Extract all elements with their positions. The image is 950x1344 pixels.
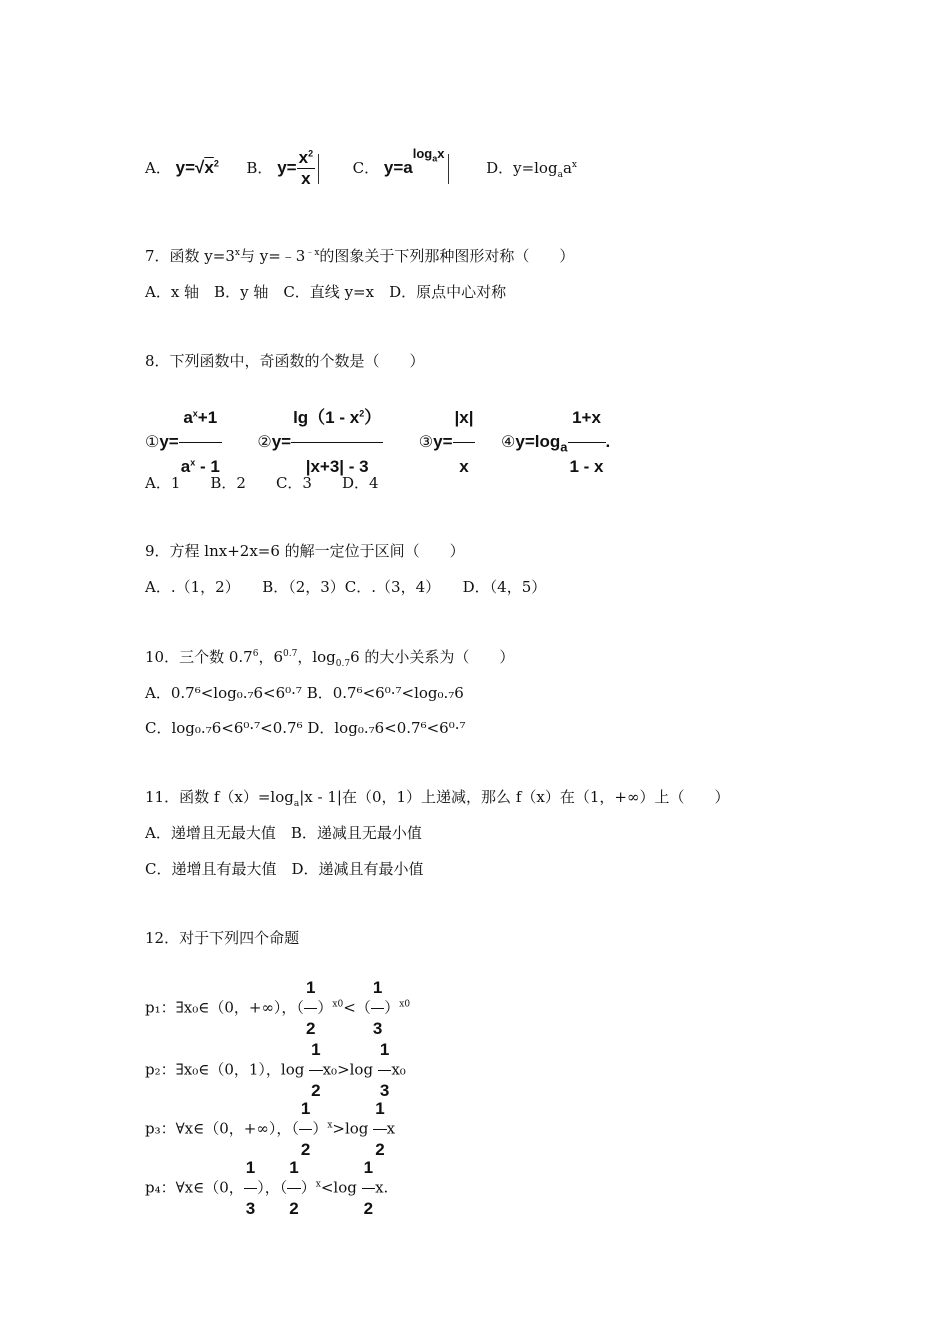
q10-options-cd: C．log₀.₇6<6⁰·⁷<0.7⁶ D．log₀.₇6<0.7⁶<6⁰·⁷ <box>145 719 466 737</box>
q6-a-formula: $y=√x^2$ <box>175 157 219 177</box>
q6-d-formula: D．$y=\log_aa^x$ <box>486 158 577 180</box>
q8-options: A．1 B．2 C．3 D．4 <box>145 474 379 492</box>
q11-options-cd: C．递增且有最大值 D．递减且有最小值 <box>145 860 424 878</box>
q8-f1: y= $\frac{a^x+1}{a^x - 1}$ <box>159 432 221 451</box>
q11-stem: 11．函数 $f(x)=\log_a|x - 1|$在（0，1）上递减，那么 f（x）在（1，+∞）上（ ） <box>145 788 730 809</box>
q8-stem: 8．下列函数中，奇函数的个数是（ ） <box>145 352 425 370</box>
q10-options-ab: A．0.7⁶<log₀.₇6<6⁰·⁷ B．0.7⁶<6⁰·⁷<log₀.₇6 <box>145 684 464 702</box>
q8-functions: ①y= $\frac{a^x+1}{a^x - 1}$ ②y= $\frac{\lg(1 - x^2)}{|x+3| - 3}$ ③y= $\frac{|x|}{x}$ $④y=\log_a$ $\frac{1+x}{1 - x}$ . <box>145 394 610 491</box>
q7-options: A．x 轴 B．y 轴 C．直线 y=x D．原点中心对称 <box>145 283 507 301</box>
q12-p4: p₄：∀x∈（0， $\frac{1}{3}$ ），（ $\frac{1}{2}$ ）$^x$<log $\frac{1}{2}$ x. <box>145 1148 388 1229</box>
q9-stem: 9．方程 lnx+2x=6 的解一定位于区间（ ） <box>145 542 465 560</box>
q10-stem: 10．三个数 $0.7^6$，$6^{0.7}$，$\log_{0.7}6$ 的大小关系为（ ） <box>145 648 515 669</box>
q6-b-formula: y= $\frac{x^2}{x}$ <box>277 158 319 177</box>
q8-f2: y= $\frac{\lg(1 - x^2)}{|x+3| - 3}$ <box>272 432 384 451</box>
q9-options: A．.（1，2） B．（2，3）C．.（3，4） D．（4，5） <box>145 578 547 596</box>
q8-f3: y= $\frac{|x|}{x}$ <box>433 432 475 451</box>
q8-f4: $y=\log_a$ $\frac{1+x}{1 - x}$ . <box>515 432 610 451</box>
q6-options: A． $y=√x^2$ B． y= $\frac{x^2}{x}$ C． $y=a^{log_ax}$ D．$y=\log_aa^x$ <box>145 146 577 188</box>
q11-options-ab: A．递增且无最大值 B．递减且无最小值 <box>145 824 422 842</box>
q12-p1: p₁：∃x₀∈（0，+∞），（ $\frac{1}{2}$ ）$^{x0}$<（ $\frac{1}{3}$ ）$^{x0}$ <box>145 968 410 1049</box>
q12-p2: p₂：∃x₀∈（0，1），log $\frac{1}{2}$ x₀>log $\frac{1}{3}$ x₀ <box>145 1030 406 1111</box>
q7-stem: 7．函数 $y=3^x$与 $y=﹣3^{﹣x}$的图象关于下列那种图形对称（ ） <box>145 247 575 265</box>
q12-stem: 12．对于下列四个命题 <box>145 929 300 947</box>
q6-c-formula: $y=a^{log_ax}$ <box>384 158 449 177</box>
q12-p3: p₃：∀x∈（0，+∞），（ $\frac{1}{2}$ ）$^x$>log $\frac{1}{2}$ x <box>145 1089 395 1170</box>
